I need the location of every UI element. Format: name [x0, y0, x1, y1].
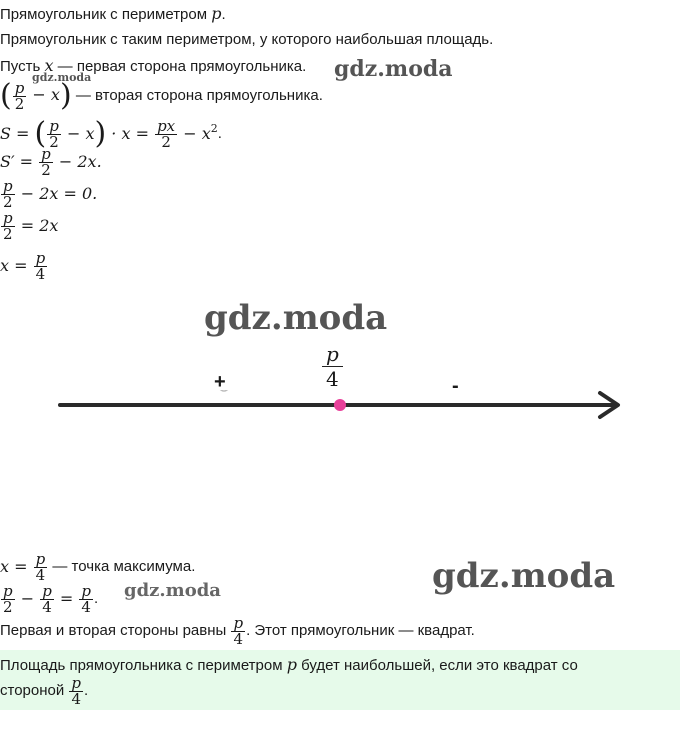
derivative-tail: − 2x. [53, 152, 102, 172]
maximum-line [0, 550, 195, 584]
answer-side-text: стороной [0, 682, 69, 700]
minus-x: − x [27, 85, 60, 104]
frac-den: 2 [161, 132, 171, 151]
answer-text: Площадь прямоугольника с периметром [0, 657, 287, 674]
fraction [13, 78, 27, 113]
second-side-text: — вторая сторона прямоугольника. [71, 87, 323, 105]
fraction [231, 613, 245, 648]
times-x: · x = [106, 124, 155, 144]
frac-num: p [35, 248, 46, 267]
watermark: gdz.moda [334, 56, 453, 82]
calculation-line [0, 582, 98, 616]
fraction [1, 581, 15, 616]
frac-den: 4 [35, 264, 46, 283]
minus-sign: - [452, 375, 459, 397]
var-p: p [286, 655, 297, 674]
plus-sign: + [214, 371, 226, 393]
fraction [79, 581, 93, 616]
frac-den: 4 [233, 629, 244, 648]
s-eq: S = [0, 124, 35, 144]
answer-line-1 [0, 655, 578, 676]
frac-num: p [3, 581, 13, 600]
fraction [1, 176, 15, 211]
s-prime: S′ = [0, 152, 39, 172]
equation-line-2 [0, 210, 58, 242]
minus-x: − x [61, 124, 95, 144]
statement-text: Прямоугольник с периметром [0, 6, 212, 23]
frac-num: p [322, 342, 343, 367]
question-line: Прямоугольник с таким периметром, у которого наибольшая площадь. [0, 31, 494, 48]
paren-open: ( [34, 116, 47, 152]
watermark: gdz.moda [432, 556, 616, 596]
frac-num: p [3, 208, 13, 227]
critical-point-label [322, 342, 343, 391]
period: . [221, 6, 226, 23]
frac-den: 4 [42, 597, 52, 616]
frac-num: p [35, 549, 46, 568]
derivative-line [0, 146, 102, 178]
sides-text: Первая и вторая стороны равны [0, 622, 231, 640]
sign-arc [218, 390, 230, 391]
maximum-text: — точка максимума. [48, 558, 196, 576]
frac-den: 2 [3, 224, 13, 243]
frac-num: p [3, 176, 13, 195]
sides-line [0, 614, 475, 648]
sides-rest: . Этот прямоугольник — квадрат. [246, 622, 475, 640]
paren-open: ( [0, 78, 12, 114]
frac-num: px [157, 116, 176, 135]
fraction [34, 248, 48, 283]
var-p: p [211, 4, 222, 23]
x-eq: x = [0, 256, 33, 276]
number-line [0, 390, 680, 424]
equation-tail: = 2x [15, 216, 59, 236]
frac-num: p [41, 144, 51, 163]
frac-den: 2 [49, 132, 59, 151]
exponent: 2 [210, 122, 218, 135]
equation-line [0, 178, 97, 210]
frac-den: 4 [35, 565, 46, 584]
answer-line-2 [0, 674, 88, 708]
frac-den: 4 [81, 597, 91, 616]
statement-line [0, 4, 226, 25]
answer-text-rest: будет наибольшей, если это квадрат со [296, 657, 578, 674]
watermark: gdz.moda [32, 71, 92, 84]
frac-num: p [71, 673, 82, 692]
fraction [40, 581, 54, 616]
var-x: x [44, 56, 54, 75]
fraction [34, 549, 48, 584]
solution-line [0, 248, 48, 284]
frac-num: p [14, 78, 25, 97]
frac-num: p [42, 581, 52, 600]
x-eq: x = [0, 557, 33, 577]
paren-close: ) [59, 78, 72, 114]
watermark: gdz.moda [204, 298, 388, 338]
minus: − [15, 589, 40, 609]
let-text: Пусть [0, 58, 45, 75]
frac-num: p [233, 613, 244, 632]
let-rest: — первая сторона прямоугольника. [53, 58, 307, 75]
paren-close: ) [94, 116, 107, 152]
period: . [217, 125, 222, 143]
answer-box [0, 650, 680, 710]
fraction [39, 144, 53, 179]
frac-den: 2 [14, 94, 25, 113]
frac-den: 2 [3, 192, 13, 211]
frac-den: 2 [3, 597, 13, 616]
frac-den: 4 [71, 689, 81, 708]
watermark: gdz.moda [124, 580, 221, 601]
period: . [84, 682, 89, 700]
fraction [69, 673, 83, 708]
frac-den: 4 [326, 367, 339, 391]
fraction [1, 208, 15, 243]
period: . [93, 590, 99, 608]
fraction-px [155, 116, 177, 151]
equals: = [54, 589, 79, 609]
frac-den: 2 [41, 160, 51, 179]
equation-tail: − 2x = 0. [15, 184, 98, 204]
frac-num: p [49, 116, 59, 135]
critical-point [334, 399, 346, 411]
minus-x2: − x [178, 124, 211, 144]
frac-num: p [81, 581, 91, 600]
